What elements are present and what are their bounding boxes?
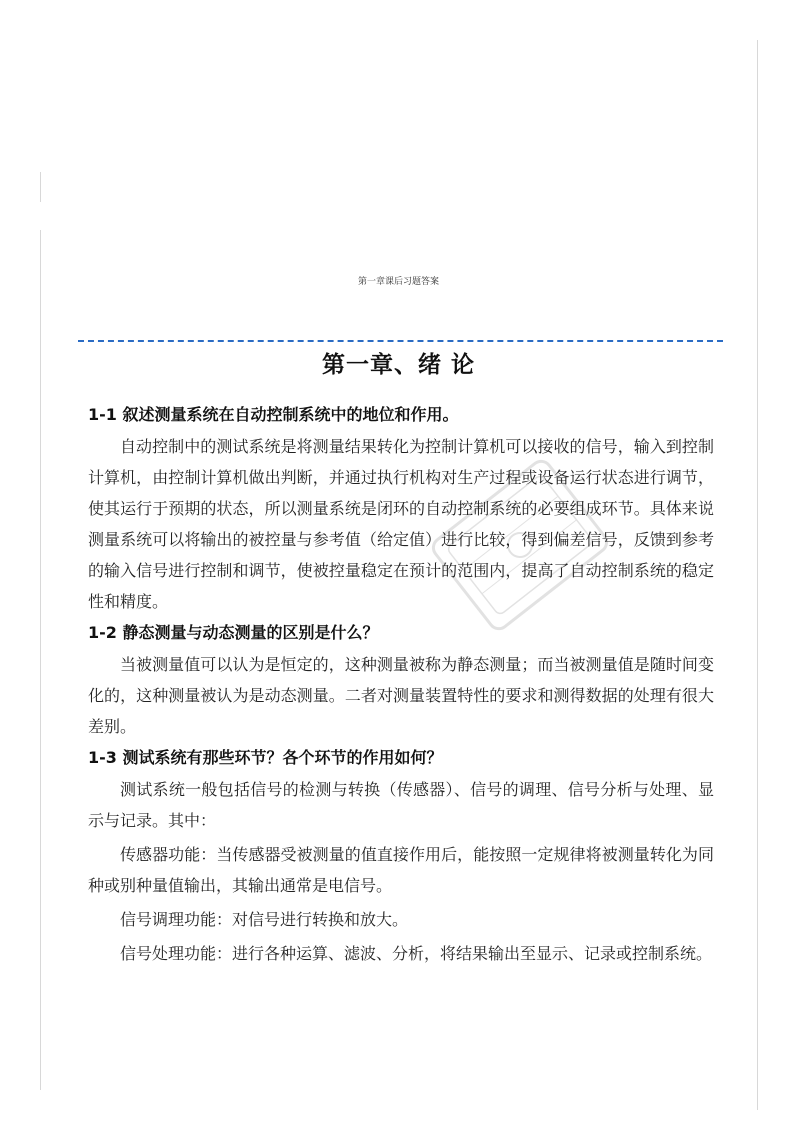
section-1-3 [88, 745, 714, 969]
question-title: 1-2 静态测量与动态测量的区别是什么？ [88, 623, 379, 642]
answer-paragraph: 测试系统一般包括信号的检测与转换（传感器）、信号的调理、信号分析与处理、显示与记录。其中： [88, 780, 714, 830]
section-1-1 [88, 402, 714, 617]
answer-paragraph: 信号处理功能：进行各种运算、滤波、分析，将结果输出至显示、记录或控制系统。 [120, 944, 713, 963]
answer-paragraph: 传感器功能：当传感器受被测量的值直接作用后，能按照一定规律将被测量转化为同种或别种量值输出，其输出通常是电信号。 [88, 845, 714, 895]
chapter-title: 第一章、绪 论 [321, 351, 475, 378]
answer-paragraph: 当被测量值可以认为是恒定的，这种测量被称为静态测量；而当被测量值是随时间变化的，这种测量被认为是动态测量。二者对测量装置特性的要求和测得数据的处理有很大差别。 [88, 655, 714, 736]
question-title: 1-3 测试系统有那些环节？各个环节的作用如何？ [88, 748, 443, 767]
running-header: 第一章课后习题答案 [357, 277, 439, 287]
header-divider [78, 340, 723, 342]
question-title: 1-1 叙述测量系统在自动控制系统中的地位和作用。 [88, 405, 459, 424]
answer-paragraph: 信号调理功能：对信号进行转换和放大。 [120, 910, 409, 929]
section-1-2 [88, 620, 714, 742]
document-body [88, 402, 714, 972]
page-edge-right [757, 40, 758, 1110]
answer-paragraph: 自动控制中的测试系统是将测量结果转化为控制计算机可以接收的信号，输入到控制计算机，由控制计算机做出判断，并通过执行机构对生产过程或设备运行状态进行调节，使其运行于预期的状态，所以测量系统是闭环的自动控制系统的必要组成环节。具体来说测量系统可以将输出的被控量与参考值（给定值）进行比较，得到偏差信号，反馈到参考的输入信号进行控制和调节，使被控量稳定在预计的范围内，提高了自动控制系统的稳定性和精度。 [88, 437, 714, 611]
page-edge-left-top [40, 172, 41, 202]
